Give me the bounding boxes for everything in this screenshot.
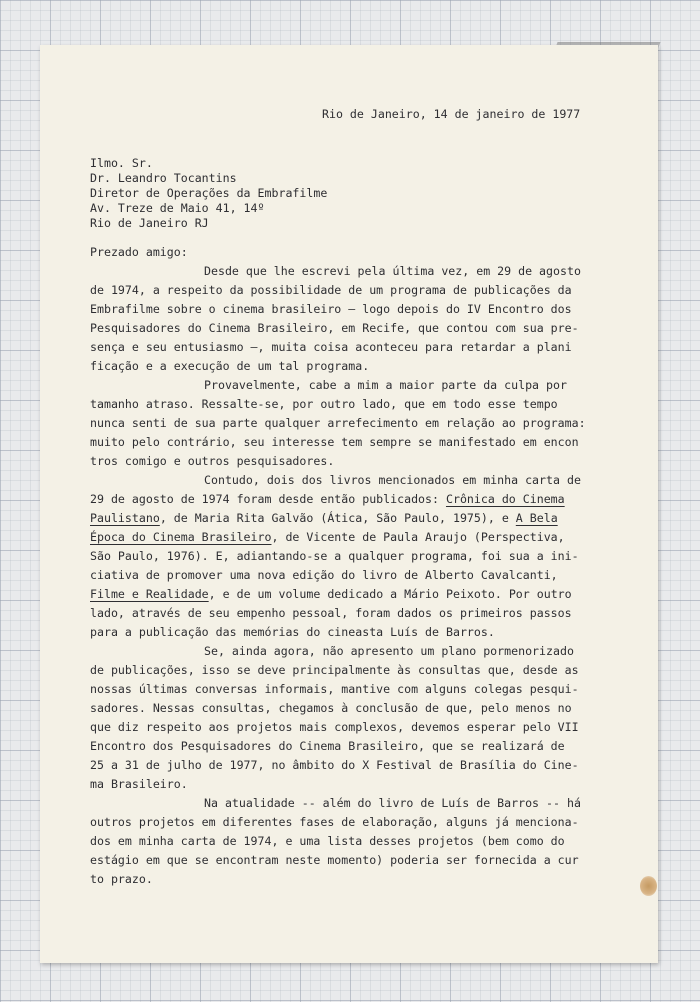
salutation: Prezado amigo: bbox=[90, 245, 188, 259]
recipient-line: Ilmo. Sr. bbox=[90, 156, 153, 170]
body-line: tros comigo e outros pesquisadores. bbox=[90, 454, 335, 468]
body-line: para a publicação das memórias do cineasta Luís de Barros. bbox=[90, 625, 495, 639]
body-text: , de Vicente de Paula Araujo (Perspectiva, bbox=[271, 530, 565, 544]
body-line bbox=[90, 532, 565, 544]
recipient-line: Av. Treze de Maio 41, 14º bbox=[90, 201, 265, 215]
body-line: sença e seu entusiasmo —, muita coisa aconteceu para retardar a plani bbox=[90, 340, 572, 354]
body-line: ficação e a execução de um tal programa. bbox=[90, 359, 370, 373]
body-line bbox=[90, 513, 558, 525]
recipient-line: Diretor de Operações da Embrafilme bbox=[90, 186, 328, 200]
body-line: muito pelo contrário, seu interesse tem sempre se manifestado em encon bbox=[90, 435, 579, 449]
body-line: Pesquisadores do Cinema Brasileiro, em Recife, que contou com sua pre- bbox=[90, 321, 579, 335]
body-line: 25 a 31 de julho de 1977, no âmbito do X Festival de Brasília do Cine- bbox=[90, 758, 579, 772]
body-line: lado, através de seu empenho pessoal, foram dados os primeiros passos bbox=[90, 606, 572, 620]
book-title: Filme e Realidade bbox=[90, 587, 209, 601]
body-line: Se, ainda agora, não apresento um plano pormenorizado bbox=[204, 644, 574, 658]
body-line: nunca senti de sua parte qualquer arrefecimento em relação ao programa: bbox=[90, 416, 586, 430]
body-line bbox=[90, 589, 572, 601]
body-line: estágio em que se encontram neste momento) poderia ser fornecida a cur bbox=[90, 853, 579, 867]
body-line: sadores. Nessas consultas, chegamos à conclusão de que, pelo menos no bbox=[90, 701, 572, 715]
body-line: de publicações, isso se deve principalmente às consultas que, desde as bbox=[90, 663, 579, 677]
body-line: Embrafilme sobre o cinema brasileiro — logo depois do IV Encontro dos bbox=[90, 302, 572, 316]
body-line: Na atualidade -- além do livro de Luís de Barros -- há bbox=[204, 796, 581, 810]
body-line: tamanho atraso. Ressalte-se, por outro lado, que em todo esse tempo bbox=[90, 397, 558, 411]
body-line: Encontro dos Pesquisadores do Cinema Brasileiro, que se realizará de bbox=[90, 739, 565, 753]
body-line: Desde que lhe escrevi pela última vez, em 29 de agosto bbox=[204, 264, 581, 278]
book-title: A Bela bbox=[515, 511, 558, 525]
book-title: Paulistano bbox=[90, 511, 160, 525]
body-line: to prazo. bbox=[90, 872, 153, 886]
body-line: Provavelmente, cabe a mim a maior parte da culpa por bbox=[204, 378, 567, 392]
recipient-line: Dr. Leandro Tocantins bbox=[90, 171, 237, 185]
body-line: de 1974, a respeito da possibilidade de um programa de publicações da bbox=[90, 283, 572, 297]
body-line: que diz respeito aos projetos mais complexos, devemos esperar pelo VII bbox=[90, 720, 579, 734]
body-line: ciativa de promover uma nova edição do livro de Alberto Cavalcanti, bbox=[90, 568, 558, 582]
book-title: Crônica do Cinema bbox=[445, 492, 565, 506]
body-text: 29 de agosto de 1974 foram desde então publicados: bbox=[90, 492, 446, 506]
letter-date: Rio de Janeiro, 14 de janeiro de 1977 bbox=[322, 107, 581, 121]
body-line: Contudo, dois dos livros mencionados em minha carta de bbox=[204, 473, 581, 487]
body-text: , e de um volume dedicado a Mário Peixoto. Por outro bbox=[208, 587, 572, 601]
paper-stain bbox=[640, 876, 657, 896]
recipient-line: Rio de Janeiro RJ bbox=[90, 216, 209, 230]
body-line: ma Brasileiro. bbox=[90, 777, 188, 791]
body-line: outros projetos em diferentes fases de elaboração, alguns já menciona- bbox=[90, 815, 579, 829]
body-text: , de Maria Rita Galvão (Ática, São Paulo, 1975), e bbox=[159, 511, 516, 525]
book-title: Época do Cinema Brasileiro bbox=[90, 530, 272, 544]
body-line bbox=[90, 494, 565, 506]
body-line: nossas últimas conversas informais, mantive com alguns colegas pesqui- bbox=[90, 682, 579, 696]
body-line: São Paulo, 1976). E, adiantando-se a qualquer programa, foi sua a ini- bbox=[90, 549, 579, 563]
body-line: dos em minha carta de 1974, e uma lista desses projetos (bem como do bbox=[90, 834, 565, 848]
